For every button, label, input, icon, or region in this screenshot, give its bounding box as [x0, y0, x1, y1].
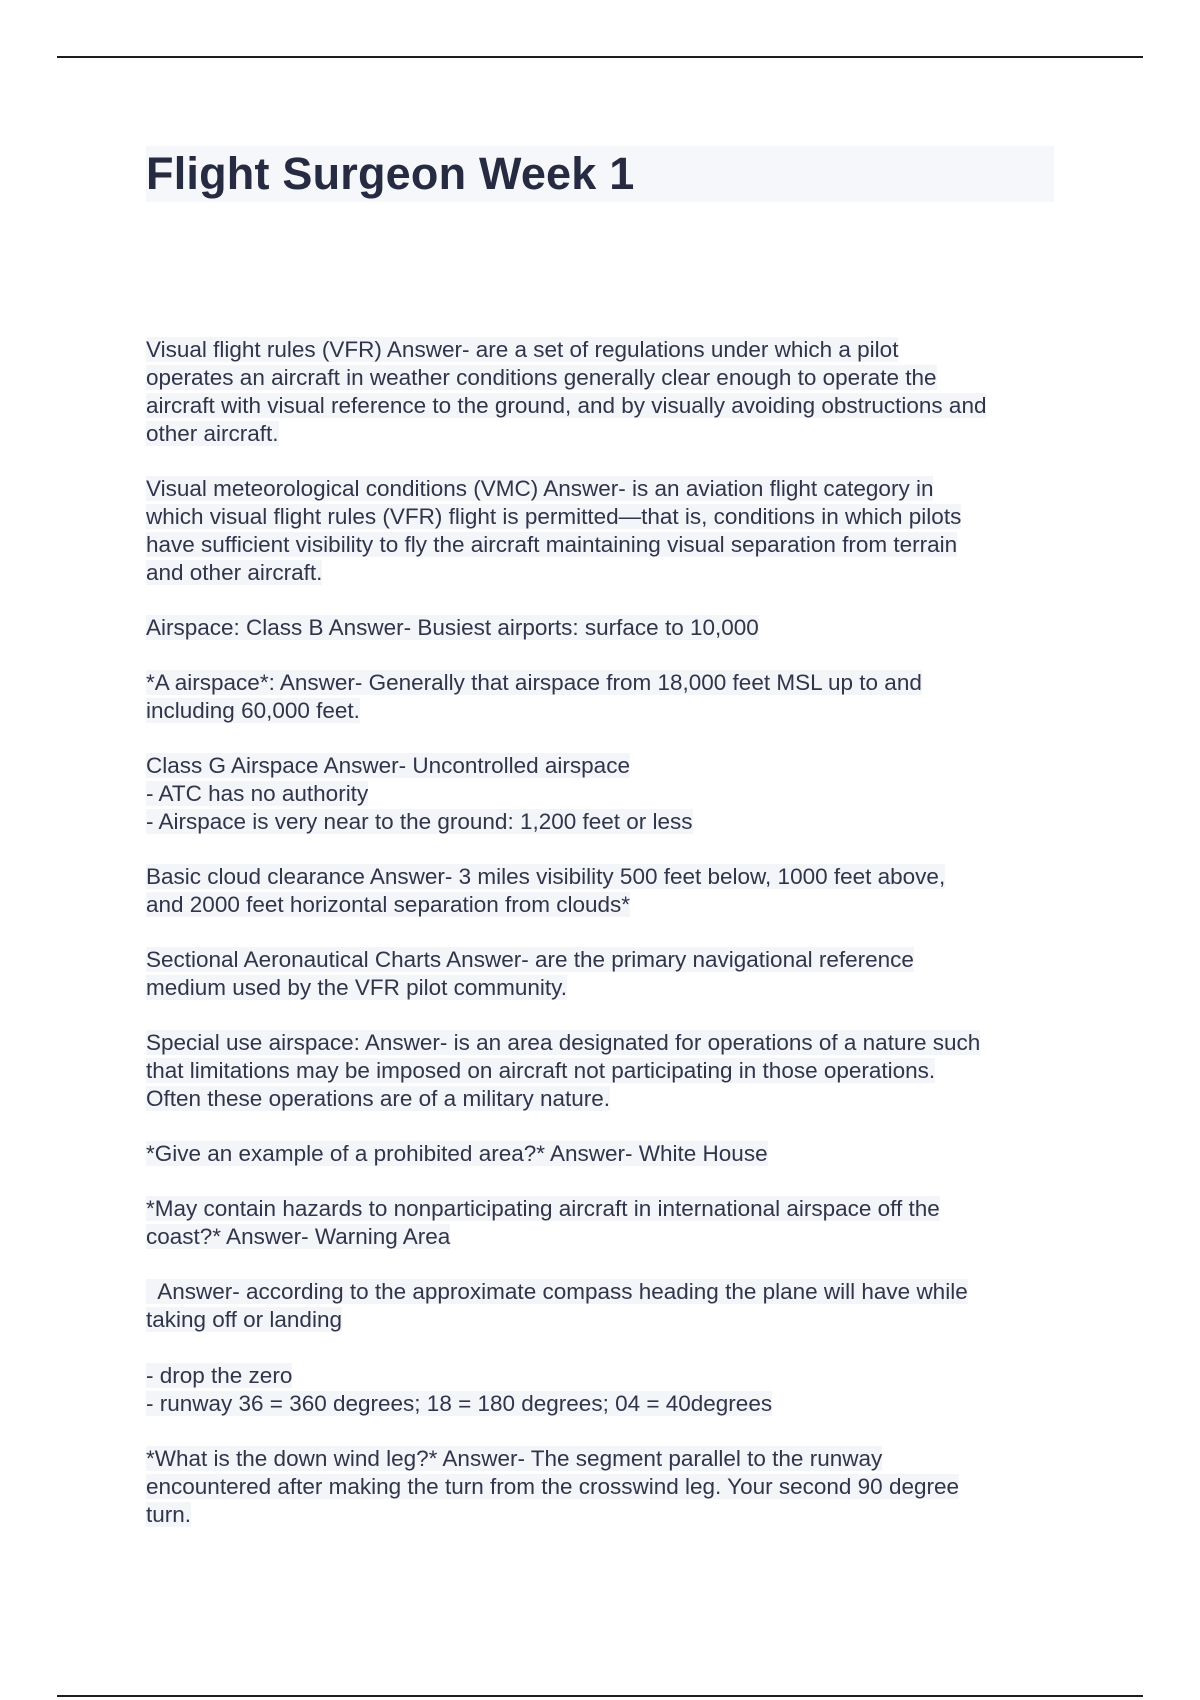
entry-line: [146, 614, 1056, 642]
entry-text: [146, 1029, 1056, 1113]
bottom-divider: [57, 1695, 1143, 1697]
title-block: [146, 146, 1054, 202]
entry-line-text: *May contain hazards to nonparticipating aircraft in international airspace off the: [146, 1196, 940, 1221]
entry-line: [146, 669, 1056, 697]
entry-line: [146, 946, 1056, 974]
entry-line: [146, 697, 1056, 725]
entry-line-text: aircraft with visual reference to the ground, and by visually avoiding obstructions and: [146, 393, 987, 418]
entry-line: [146, 752, 1056, 780]
page-title: Flight Surgeon Week 1: [146, 148, 635, 199]
entry-line-text: and other aircraft.: [146, 560, 323, 585]
entry-line-text: coast?* Answer- Warning Area: [146, 1224, 451, 1249]
entry-line: [146, 1278, 1056, 1306]
entry-line-text: *A airspace*: Answer- Generally that airspace from 18,000 feet MSL up to and: [146, 670, 922, 695]
top-divider: [57, 56, 1143, 58]
entry-line: [146, 1029, 1056, 1057]
entry-text: [146, 1140, 1056, 1168]
entry-line: [146, 1195, 1056, 1223]
entry-line-text: Class G Airspace Answer- Uncontrolled airspace: [146, 753, 630, 778]
entry-line: [146, 1140, 1056, 1168]
entry-line-text: Sectional Aeronautical Charts Answer- are the primary navigational reference: [146, 947, 914, 972]
entry-line: [146, 336, 1056, 364]
flashcard-entry: [146, 946, 1056, 1002]
entry-line: [146, 1362, 1056, 1390]
entry-line-text: Answer- according to the approximate compass heading the plane will have while: [146, 1279, 968, 1304]
entry-line: [146, 780, 1056, 808]
flashcard-entry: [146, 1029, 1056, 1113]
entry-line: [146, 1334, 1056, 1362]
entry-line-text: *Give an example of a prohibited area?* Answer- White House: [146, 1141, 768, 1166]
entry-line: [146, 1390, 1056, 1418]
entry-line: [146, 1501, 1056, 1529]
entry-line: [146, 559, 1056, 587]
entry-line: [146, 974, 1056, 1002]
entry-line: [146, 808, 1056, 836]
entry-text: [146, 752, 1056, 836]
entry-text: [146, 1278, 1056, 1418]
entry-line-text: encountered after making the turn from the crosswind leg. Your second 90 degree: [146, 1474, 959, 1499]
entry-text: [146, 1195, 1056, 1251]
entry-text: [146, 614, 1056, 642]
entry-line-text: Basic cloud clearance Answer- 3 miles visibility 500 feet below, 1000 feet above,: [146, 864, 946, 889]
entry-line-text: and 2000 feet horizontal separation from clouds*: [146, 892, 631, 917]
flashcard-entry: [146, 1140, 1056, 1168]
entry-line-text: medium used by the VFR pilot community.: [146, 975, 567, 1000]
entry-line-text: turn.: [146, 1502, 192, 1527]
flashcard-entry: [146, 669, 1056, 725]
entry-text: [146, 669, 1056, 725]
entry-line: [146, 1223, 1056, 1251]
entry-line-text: - Airspace is very near to the ground: 1,200 feet or less: [146, 809, 693, 834]
flashcard-list: [146, 336, 1056, 1556]
entry-line-text: - drop the zero: [146, 1363, 293, 1388]
entry-line-text: Often these operations are of a military nature.: [146, 1086, 610, 1111]
entry-line-text: Special use airspace: Answer- is an area designated for operations of a nature such: [146, 1030, 981, 1055]
entry-line: [146, 891, 1056, 919]
flashcard-entry: [146, 336, 1056, 448]
entry-line-text: Visual flight rules (VFR) Answer- are a set of regulations under which a pilot: [146, 337, 899, 362]
flashcard-entry: [146, 1195, 1056, 1251]
entry-line: [146, 1057, 1056, 1085]
flashcard-entry: [146, 1278, 1056, 1418]
entry-line: [146, 863, 1056, 891]
entry-text: [146, 946, 1056, 1002]
entry-line: [146, 1473, 1056, 1501]
entry-line: [146, 364, 1056, 392]
entry-line-text: Visual meteorological conditions (VMC) Answer- is an aviation flight category in: [146, 476, 934, 501]
entry-line: [146, 1306, 1056, 1334]
entry-line-text: - runway 36 = 360 degrees; 18 = 180 degrees; 04 = 40degrees: [146, 1391, 773, 1416]
flashcard-entry: [146, 752, 1056, 836]
entry-line-text: which visual flight rules (VFR) flight is permitted—that is, conditions in which pilots: [146, 504, 962, 529]
entry-line-text: Airspace: Class B Answer- Busiest airports: surface to 10,000: [146, 615, 759, 640]
entry-line: [146, 420, 1056, 448]
entry-text: [146, 475, 1056, 587]
entry-text: [146, 1445, 1056, 1529]
entry-line: [146, 392, 1056, 420]
flashcard-entry: [146, 863, 1056, 919]
entry-line: [146, 531, 1056, 559]
entry-text: [146, 863, 1056, 919]
entry-line: [146, 503, 1056, 531]
entry-line: [146, 1085, 1056, 1113]
entry-line: [146, 1445, 1056, 1473]
entry-text: [146, 336, 1056, 448]
entry-line: [146, 475, 1056, 503]
flashcard-entry: [146, 1445, 1056, 1529]
entry-line-text: have sufficient visibility to fly the aircraft maintaining visual separation from terrain: [146, 532, 958, 557]
entry-line-text: - ATC has no authority: [146, 781, 369, 806]
entry-line-text: that limitations may be imposed on aircraft not participating in those operations.: [146, 1058, 936, 1083]
entry-line-text: taking off or landing: [146, 1307, 342, 1332]
flashcard-entry: [146, 614, 1056, 642]
entry-line-text: other aircraft.: [146, 421, 279, 446]
entry-line-text: operates an aircraft in weather conditions generally clear enough to operate the: [146, 365, 937, 390]
entry-line-text: including 60,000 feet.: [146, 698, 360, 723]
entry-line-text: *What is the down wind leg?* Answer- The segment parallel to the runway: [146, 1446, 883, 1471]
flashcard-entry: [146, 475, 1056, 587]
